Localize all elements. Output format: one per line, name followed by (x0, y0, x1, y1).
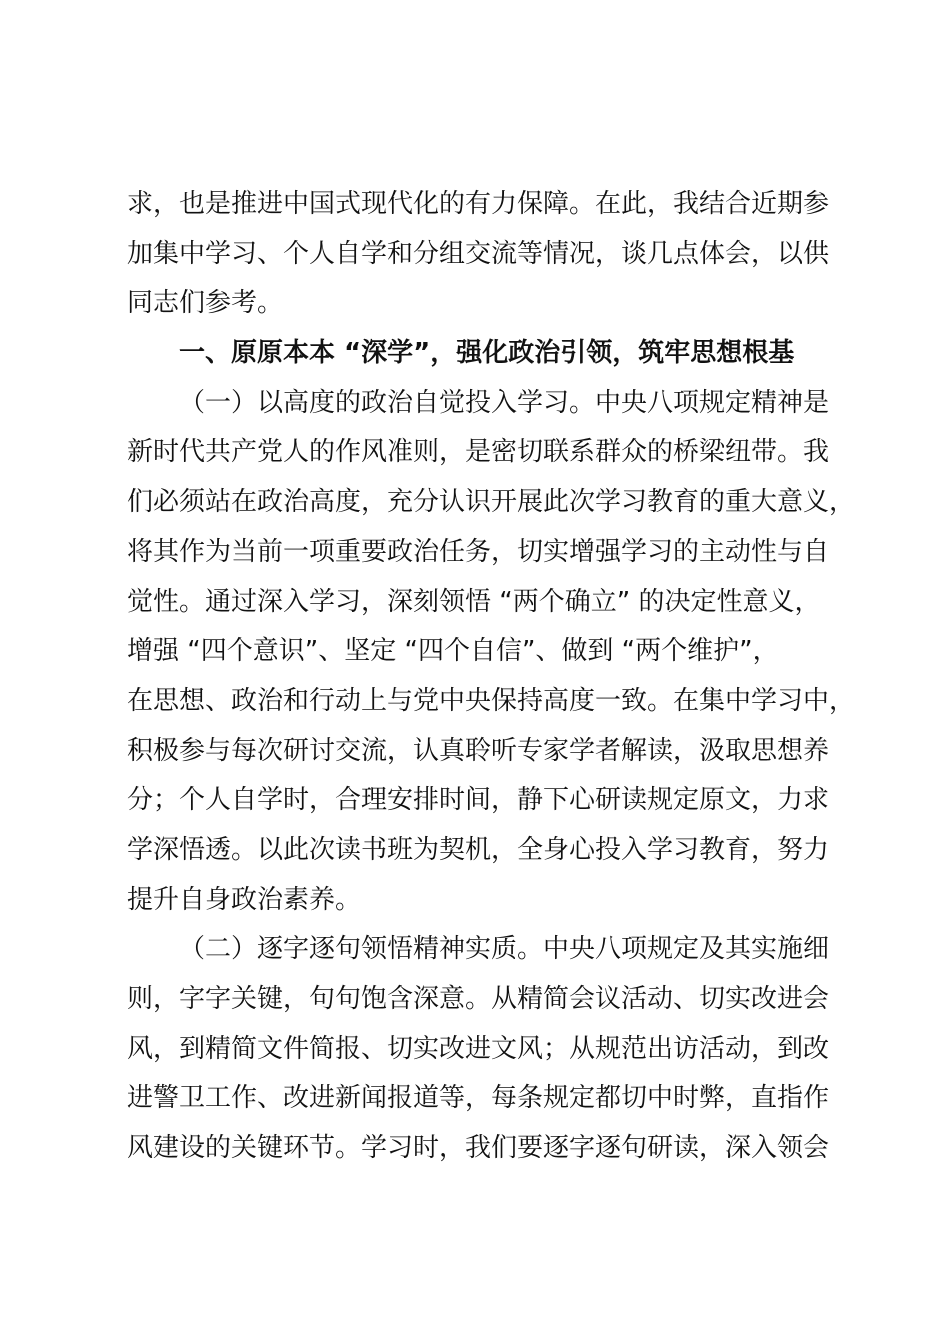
paragraph-line: 同志们参考。 (127, 288, 284, 319)
paragraph-line: 加集中学习、个人自学和分组交流等情况，谈几点体会，以供 (127, 238, 830, 269)
section-heading: 一、原原本本 “深学”，强化政治引领，筑牢思想根基 (179, 338, 795, 369)
paragraph-line: 觉性。通过深入学习，深刻领悟 “两个确立” 的决定性意义， (127, 586, 821, 617)
paragraph-line: 们必须站在政治高度，充分认识开展此次学习教育的重大意义， (127, 487, 856, 518)
paragraph-line: 进警卫工作、改进新闻报道等，每条规定都切中时弊，直指作 (127, 1083, 830, 1114)
subsection-line: （二）逐字逐句领悟精神实质。中央八项规定及其实施细 (179, 934, 830, 965)
paragraph-line: 提升自身政治素养。 (127, 884, 362, 915)
paragraph-line: 分；个人自学时，合理安排时间，静下心研读规定原文，力求 (127, 785, 830, 816)
paragraph-line: 将其作为当前一项重要政治任务，切实增强学习的主动性与自 (127, 536, 830, 567)
paragraph-line: 增强 “四个意识”、坚定 “四个自信”、做到 “两个维护”， (127, 636, 779, 667)
paragraph-line: 风建设的关键环节。学习时，我们要逐字逐句研读，深入领会 (127, 1133, 830, 1164)
paragraph-line: 求，也是推进中国式现代化的有力保障。在此，我结合近期参 (127, 189, 830, 219)
paragraph-line: 新时代共产党人的作风准则，是密切联系群众的桥梁纽带。我 (127, 437, 830, 468)
paragraph-line: 学深悟透。以此次读书班为契机，全身心投入学习教育，努力 (127, 834, 830, 865)
paragraph-line: 则，字字关键，句句饱含深意。从精简会议活动、切实改进会 (127, 984, 830, 1014)
paragraph-line: 积极参与每次研讨交流，认真聆听专家学者解读，汲取思想养 (127, 735, 830, 766)
subsection-line: （一）以高度的政治自觉投入学习。中央八项规定精神是 (179, 387, 830, 418)
paragraph-line: 在思想、政治和行动上与党中央保持高度一致。在集中学习中， (127, 685, 856, 716)
document-body (127, 180, 857, 1174)
paragraph-line: 风，到精简文件简报、切实改进文风；从规范出访活动，到改 (127, 1033, 830, 1064)
